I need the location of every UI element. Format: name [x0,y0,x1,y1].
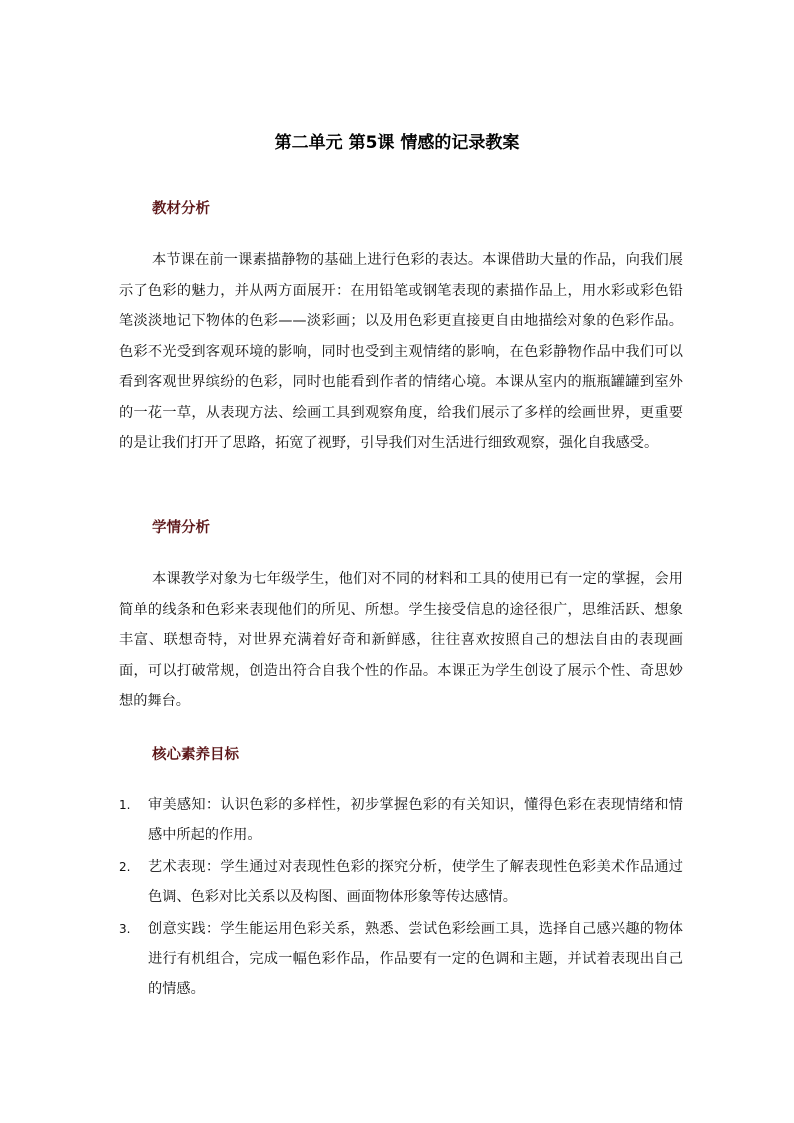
goal-item-3 [119,914,683,1004]
section-heading-goals: 核心素养目标 [152,747,239,763]
goal-number-2: 2. [119,860,131,874]
paragraph-students: 本课教学对象为七年级学生，他们对不同的材料和工具的使用已有一定的掌握，会用简单的线条和色彩来表现他们的所见、所想。学生接受信息的途径很广，思维活跃、想象丰富、联想奇特，对世界充满着好奇和新鲜感，往往喜欢按照自己的想法自由的表现画面，可以打破常规，创造出符合自我个性的作品。本课正为学生创设了展示个性、奇思妙想的舞台。 [119,571,683,709]
goal-item-1 [119,790,683,850]
section-heading-materials: 教材分析 [152,201,210,217]
goal-number-3: 3. [119,922,131,936]
document-title: 第二单元 第5课 情感的记录教案 [274,133,520,153]
goal-text-1: 审美感知：认识色彩的多样性，初步掌握色彩的有关知识，懂得色彩在表现情绪和情感中所起的作用。 [148,797,683,843]
goal-text-3: 创意实践：学生能运用色彩关系，熟悉、尝试色彩绘画工具，选择自己感兴趣的物体进行有机组合，完成一幅色彩作品，作品要有一定的色调和主题，并试着表现出自己的情感。 [148,921,683,997]
goal-number-1: 1. [119,798,131,812]
paragraph-materials: 本节课在前一课素描静物的基础上进行色彩的表达。本课借助大量的作品，向我们展示了色彩的魅力，并从两方面展开：在用铅笔或钢笔表现的素描作品上，用水彩或彩色铅笔淡淡地记下物体的色彩——淡彩画；以及用色彩更直接更自由地描绘对象的色彩作品。色彩不光受到客观环境的影响，同时也受到主观情绪的影响，在色彩静物作品中我们可以看到客观世界缤纷的色彩，同时也能看到作者的情绪心境。本课从室内的瓶瓶罐罐到室外的一花一草，从表现方法、绘画工具到观察角度，给我们展示了多样的绘画世界，更重要的是让我们打开了思路，拓宽了视野，引导我们对生活进行细致观察，强化自我感受。 [119,252,683,451]
section-heading-students: 学情分析 [152,520,210,536]
goals-list [119,790,683,1006]
goal-text-2: 艺术表现：学生通过对表现性色彩的探究分析，使学生了解表现性色彩美术作品通过色调、色彩对比关系以及构图、画面物体形象等传达感情。 [148,859,683,905]
goal-item-2 [119,852,683,912]
